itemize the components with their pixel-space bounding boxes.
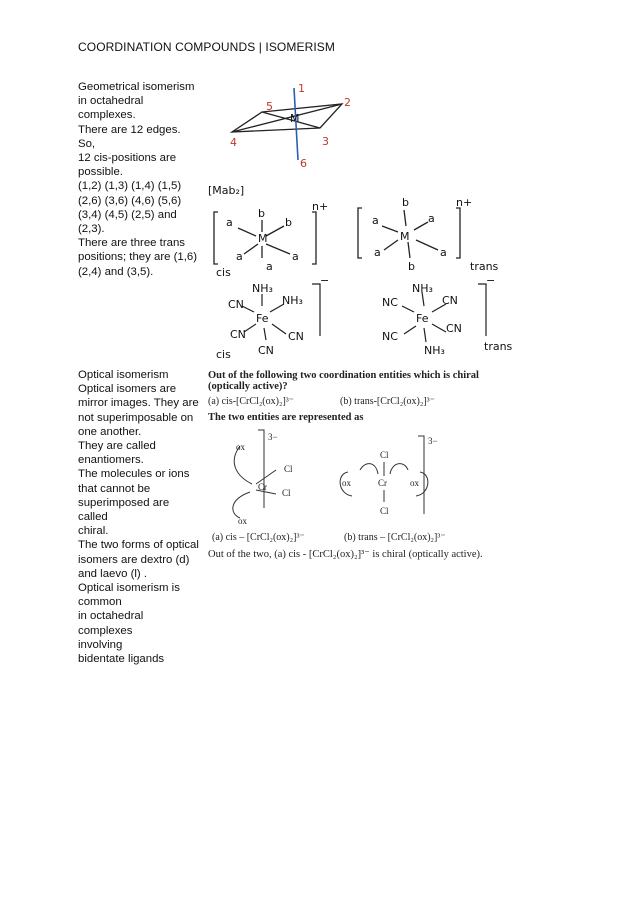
cis-cl-1: Cl: [284, 464, 293, 474]
geometrical-line: Geometrical isomerism: [78, 81, 195, 93]
position-1: 1: [298, 82, 305, 95]
trans-fe-nh3-bottom: NH₃: [424, 344, 445, 357]
cis-fe-label: cis: [216, 348, 231, 361]
cis-charge-label: 3−: [268, 432, 278, 442]
trans-ligand-top: b: [402, 196, 409, 209]
optical-line: chiral.: [78, 525, 109, 538]
caption-b: (b) trans – [CrCl₂(ox)₂]³⁻: [344, 532, 446, 543]
trans-fe-nc-lowleft: NC: [382, 330, 398, 343]
cis-fe-charge: −: [320, 274, 330, 287]
question-line-2: (optically active)?: [208, 381, 288, 392]
trans-charge: n+: [456, 196, 473, 209]
geometrical-line: (1,2) (1,3) (1,4) (1,5): [78, 180, 182, 193]
cis-ligand-left: a: [226, 216, 233, 229]
octahedron-center: M: [290, 112, 300, 125]
position-3: 3: [322, 135, 329, 148]
optical-line: one another.: [78, 425, 142, 438]
trans-ligand-lowleft: a: [374, 246, 381, 259]
trans-fe-label: trans: [484, 340, 513, 353]
optical-line: common: [78, 596, 122, 609]
question-line-1: Out of the following two coordination entities which is chiral: [208, 370, 479, 381]
trans-ligand-left: a: [372, 214, 379, 227]
cis-metal: M: [258, 232, 268, 245]
geometrical-line: in octahedral: [78, 95, 144, 108]
trans-cr: Cr: [378, 478, 387, 488]
position-4: 4: [230, 136, 237, 149]
geometrical-line: positions; they are (1,6): [78, 251, 198, 264]
cis-fe-nh3-top: NH₃: [252, 282, 273, 295]
optical-line: involving: [78, 638, 123, 651]
optical-line: Optical isomerism is: [78, 582, 180, 595]
cis-charge: n+: [312, 200, 329, 213]
trans-cl-bottom: Cl: [380, 506, 389, 516]
geometrical-line: (2,4) and (3,5).: [78, 265, 154, 278]
cis-cl-2: Cl: [282, 488, 291, 498]
optical-line: They are called: [78, 440, 156, 453]
formula-label: [Mab₂]: [208, 184, 245, 197]
trans-ligand-bottom: b: [408, 260, 415, 273]
cis-cr: Cr: [258, 482, 267, 492]
geometrical-line: (3,4) (4,5) (2,5) and: [78, 208, 177, 221]
position-2: 2: [344, 96, 351, 109]
trans-metal: M: [400, 230, 410, 243]
optical-line: bidentate ligands: [78, 653, 165, 666]
optical-line: in octahedral complexes: [78, 610, 144, 637]
trans-fe-cn-lowright: CN: [446, 322, 462, 335]
optical-line: The two forms of optical: [78, 539, 199, 552]
page-header: COORDINATION COMPOUNDS | ISOMERISM: [78, 40, 335, 54]
optical-line: enantiomers.: [78, 454, 144, 467]
trans-ox-right: ox: [410, 478, 419, 488]
trans-charge-label: 3−: [428, 436, 438, 446]
cis-ox-bottom: ox: [238, 516, 247, 526]
geometrical-line: (2,3).: [78, 223, 105, 236]
trans-fe-nc-left: NC: [382, 296, 398, 309]
represented-text: The two entities are represented as: [208, 412, 364, 423]
trans-ox-left: ox: [342, 478, 351, 488]
answer-text: Out of the two, (a) cis - [CrCl₂(ox)₂]³⁻ is chiral (optically active).: [208, 549, 483, 560]
cis-fe-nh3-right: NH₃: [282, 294, 303, 307]
cis-ligand-top: b: [258, 207, 265, 220]
caption-a: (a) cis – [CrCl₂(ox)₂]³⁻: [212, 532, 305, 543]
optical-line: not superimposable on: [78, 411, 194, 424]
geometrical-line: complexes.: [78, 109, 136, 122]
optical-line: The molecules or ions: [78, 468, 190, 481]
cis-ligand-right: b: [285, 216, 292, 229]
optical-isomerism-text: [78, 368, 200, 666]
cis-ligand-lowright: a: [292, 250, 299, 263]
optical-line: isomers are dextro (d): [78, 553, 190, 566]
optical-line: superimposed are called: [78, 496, 170, 524]
cis-fe-cn-left: CN: [228, 298, 244, 311]
geometrical-line: There are 12 edges. So,: [78, 123, 181, 150]
optical-line: Optical isomerism: [78, 369, 169, 381]
cis-fe-cn-bottom: CN: [258, 344, 274, 357]
trans-cl-top: Cl: [380, 450, 389, 460]
cis-ligand-bottom: a: [266, 260, 273, 273]
geometrical-line: possible.: [78, 166, 123, 179]
option-a: (a) cis-[CrCl₂(ox)₂]³⁻: [208, 396, 295, 407]
trans-fe-nh3-top: NH₃: [412, 282, 433, 295]
trans-ligand-right: a: [428, 212, 435, 225]
optical-line: that cannot be: [78, 482, 151, 495]
trans-fe-cn-right: CN: [442, 294, 458, 307]
trans-fe-metal: Fe: [416, 312, 429, 325]
geometrical-line: There are three trans: [78, 237, 185, 250]
position-5: 5: [266, 100, 273, 113]
optical-line: mirror images. They are: [78, 397, 199, 410]
trans-fe-charge: −: [486, 274, 496, 287]
cis-ox-top: ox: [236, 442, 245, 452]
trans-label: trans: [470, 260, 499, 273]
option-b: (b) trans-[CrCl₂(ox)₂]³⁻: [340, 396, 435, 407]
optical-line: and laevo (l) .: [78, 567, 148, 580]
cis-fe-metal: Fe: [256, 312, 269, 325]
cis-ligand-lowleft: a: [236, 250, 243, 263]
cis-fe-cn-lowleft: CN: [230, 328, 246, 341]
geometrical-isomerism-text: [78, 80, 200, 279]
geometrical-line: 12 cis-positions are: [78, 152, 177, 165]
cis-label: cis: [216, 266, 231, 279]
trans-ligand-lowright: a: [440, 246, 447, 259]
cis-fe-cn-lowright: CN: [288, 330, 304, 343]
optical-line: Optical isomers are: [78, 383, 177, 396]
position-6: 6: [300, 157, 307, 170]
geometrical-line: (2,6) (3,6) (4,6) (5,6): [78, 194, 182, 207]
